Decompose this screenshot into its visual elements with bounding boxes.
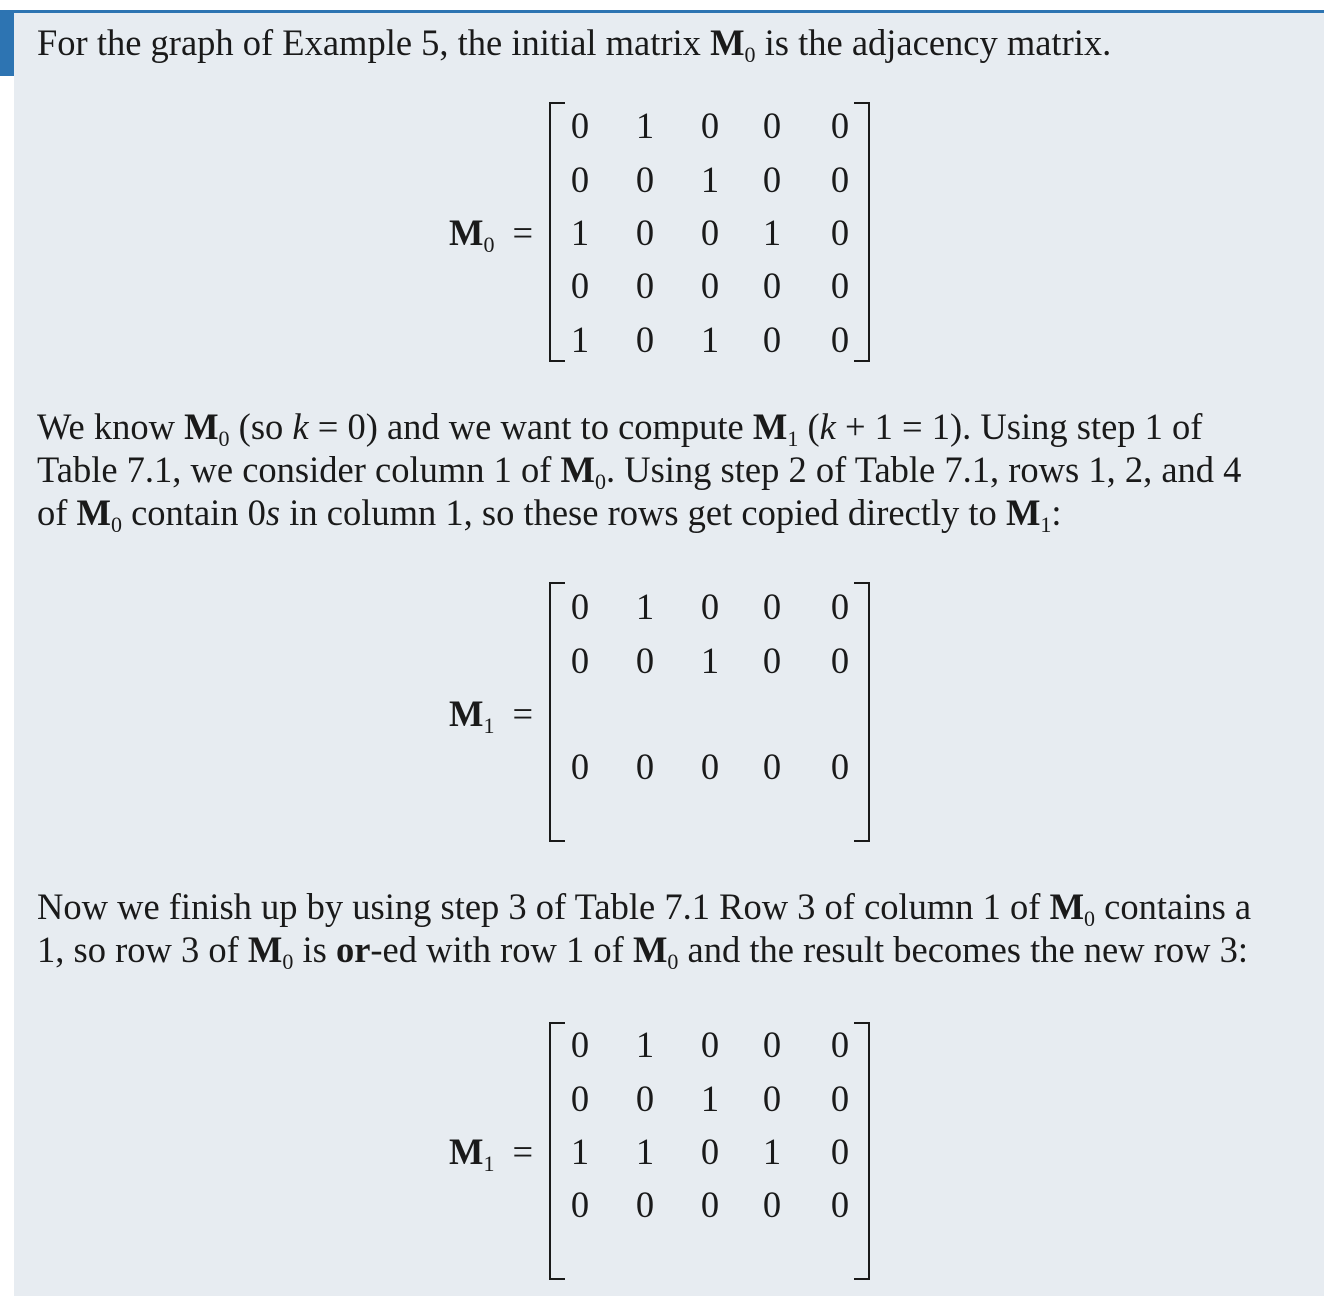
matrix-cell: 1: [635, 105, 655, 146]
matrix-cell: 0: [762, 746, 782, 787]
matrix-cell: 0: [830, 265, 850, 306]
matrix-cell: 0: [700, 265, 720, 306]
matrix-cell: 0: [700, 1024, 720, 1065]
right-bracket: [854, 582, 870, 842]
para2-line1: We know $M_0$ (so k = 0) and we want to compute $M_1$ (k + 1 = 1). Using step 1 of: [37, 406, 1203, 451]
matrix-cell: 0: [570, 640, 590, 681]
matrix-cell: 0: [762, 640, 782, 681]
matrix-cell: 0: [570, 159, 590, 200]
matrix-cell: 1: [635, 1131, 655, 1172]
example-panel: [14, 13, 1324, 1296]
matrix0-label: $M_0$ =: [449, 212, 534, 257]
matrix-cell: 0: [830, 105, 850, 146]
para3-line2: 1, so row 3 of $M_0$ is or-ed with row 1 of $M_0$ and the result becomes the new row 3:: [37, 929, 1249, 974]
matrix-cell: 0: [635, 1184, 655, 1225]
matrix-cell: 1: [700, 1078, 720, 1119]
matrix-cell: 0: [635, 640, 655, 681]
matrix-cell: 0: [830, 1131, 850, 1172]
matrix-cell: 0: [762, 1078, 782, 1119]
matrix-cell: 0: [700, 746, 720, 787]
accent-bar: [0, 10, 14, 76]
para2-line3: of $M_0$ contain 0s in column 1, so these rows get copied directly to $M_1$:: [37, 492, 1062, 537]
matrix-cell: 1: [700, 319, 720, 360]
matrix-cell: 0: [635, 212, 655, 253]
matrix-cell: 0: [570, 105, 590, 146]
matrix-cell: 0: [830, 319, 850, 360]
matrix-cell: 0: [570, 265, 590, 306]
matrix-cell: 0: [830, 159, 850, 200]
paragraph-finish: [37, 885, 1297, 974]
matrix-cell: 0: [635, 265, 655, 306]
matrix-cell: 0: [762, 265, 782, 306]
matrix-cell: 0: [830, 212, 850, 253]
intro-paragraph: [37, 21, 1297, 67]
matrix-cell: 0: [830, 1184, 850, 1225]
matrix-cell: 1: [762, 1131, 782, 1172]
matrix-cell: 1: [762, 212, 782, 253]
right-bracket: [854, 1022, 870, 1280]
matrix-cell: 0: [570, 586, 590, 627]
matrix-cell: 0: [700, 212, 720, 253]
matrix-cell: 0: [830, 746, 850, 787]
matrix-cell: 0: [570, 746, 590, 787]
matrix-cell: 0: [570, 1024, 590, 1065]
matrix-cell: 0: [570, 1078, 590, 1119]
matrix1a-label: $M_1$ =: [449, 693, 534, 738]
matrix-cell: 1: [635, 1024, 655, 1065]
matrix-cell: 1: [635, 586, 655, 627]
matrix-cell: 0: [830, 640, 850, 681]
matrix-cell: 0: [762, 319, 782, 360]
matrix-cell: 0: [762, 159, 782, 200]
matrix-cell: 0: [700, 1184, 720, 1225]
matrix-cell: 0: [570, 1184, 590, 1225]
left-bracket: [549, 1022, 565, 1280]
intro-line: For the graph of Example 5, the initial matrix $M_0$ is the adjacency matrix.: [37, 22, 1112, 67]
matrix-cell: 0: [635, 319, 655, 360]
left-bracket: [549, 582, 565, 842]
matrix-cell: 1: [570, 1131, 590, 1172]
matrix-cell: 0: [635, 746, 655, 787]
paragraph-compute-m1: [37, 405, 1297, 537]
matrix-cell: 0: [830, 586, 850, 627]
matrix-cell: 0: [762, 1184, 782, 1225]
matrix1b-label: $M_1$ =: [449, 1131, 534, 1176]
matrix-cell: 0: [700, 1131, 720, 1172]
matrix-cell: 0: [635, 1078, 655, 1119]
right-bracket: [854, 102, 870, 362]
left-bracket: [549, 102, 565, 362]
matrix-cell: 0: [830, 1078, 850, 1119]
matrix-cell: 0: [762, 105, 782, 146]
matrix-cell: 1: [700, 640, 720, 681]
matrix-cell: 0: [700, 105, 720, 146]
matrix-cell: 1: [570, 212, 590, 253]
para2-line2: Table 7.1, we consider column 1 of $M_0$. Using step 2 of Table 7.1, rows 1, 2, and 4: [37, 449, 1242, 494]
matrix-cell: 0: [762, 586, 782, 627]
matrix-cell: 0: [700, 586, 720, 627]
para3-line1: Now we finish up by using step 3 of Table 7.1 Row 3 of column 1 of $M_0$ contains a: [37, 886, 1252, 931]
matrix-cell: 1: [570, 319, 590, 360]
matrix-cell: 0: [635, 159, 655, 200]
matrix-cell: 0: [762, 1024, 782, 1065]
matrix-cell: 0: [830, 1024, 850, 1065]
matrix-cell: 1: [700, 159, 720, 200]
